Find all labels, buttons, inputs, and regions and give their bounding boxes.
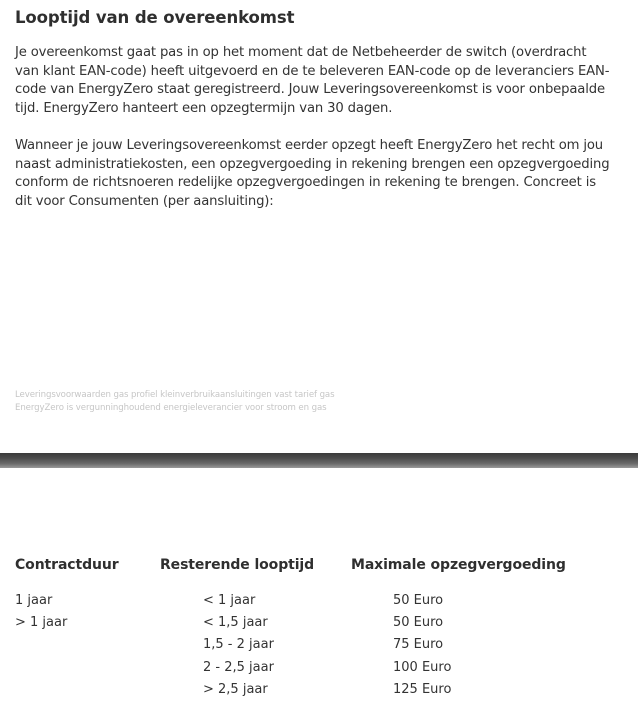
table-column-resterende-looptijd — [203, 592, 274, 703]
table-cell: 1,5 - 2 jaar — [203, 637, 274, 653]
table-cell: 100 Euro — [393, 659, 452, 675]
table-header-maximale-opzegvergoeding: Maximale opzegvergoeding — [351, 557, 566, 573]
table-cell: > 2,5 jaar — [203, 681, 268, 697]
paragraph-line: Wanneer je jouw Leveringsovereenkomst eerder opzegt heeft EnergyZero het recht om jou — [15, 138, 604, 153]
section-title: Looptijd van de overeenkomst — [15, 8, 295, 27]
paragraph-line: tijd. EnergyZero hanteert een opzegtermijn van 30 dagen. — [15, 100, 393, 116]
table-cell: 50 Euro — [393, 615, 444, 631]
page-separator — [0, 453, 638, 468]
paragraph-contract-start — [15, 44, 627, 118]
footer-line: EnergyZero is vergunninghoudend energieleverancier voor stroom en gas — [15, 403, 327, 413]
footer-line: Leveringsvoorwaarden gas profiel kleinverbruikaansluitingen vast tarief gas — [15, 390, 335, 400]
paragraph-line: dit voor Consumenten (per aansluiting): — [15, 193, 274, 209]
table-cell: > 1 jaar — [15, 615, 68, 631]
paragraph-line: code van EnergyZero staat geregistreerd. Jouw Leveringsovereenkomst is voor onbepaalde — [15, 82, 605, 98]
table-cell: < 1,5 jaar — [203, 615, 268, 631]
table-cell: 125 Euro — [393, 681, 452, 697]
table-column-maximale-opzegvergoeding — [393, 592, 451, 703]
table-cell: < 1 jaar — [203, 593, 256, 608]
table-cell: 75 Euro — [393, 637, 444, 653]
document-page-2 — [0, 468, 638, 710]
page-footer — [15, 389, 334, 415]
table-cell: 50 Euro — [393, 593, 444, 608]
table-cell: 1 jaar — [15, 593, 53, 608]
table-cell: 2 - 2,5 jaar — [203, 659, 274, 675]
table-header-contractduur: Contractduur — [15, 557, 119, 573]
paragraph-line: van klant EAN-code) heeft uitgevoerd en de te beleveren EAN-code op de leveranciers EAN- — [15, 63, 610, 79]
table-header-resterende-looptijd: Resterende looptijd — [160, 557, 315, 573]
paragraph-line: naast administratiekosten, een opzegvergoeding in rekening brengen een opzegvergoeding — [15, 156, 610, 172]
paragraph-line: Je overeenkomst gaat pas in op het moment dat de Netbeheerder de switch (overdracht — [15, 45, 587, 60]
paragraph-line: conform de richtsnoeren redelijke opzegvergoedingen in rekening te brengen. Concreet is — [15, 175, 596, 191]
table-column-contractduur — [15, 592, 67, 636]
paragraph-termination-fee — [15, 137, 627, 211]
